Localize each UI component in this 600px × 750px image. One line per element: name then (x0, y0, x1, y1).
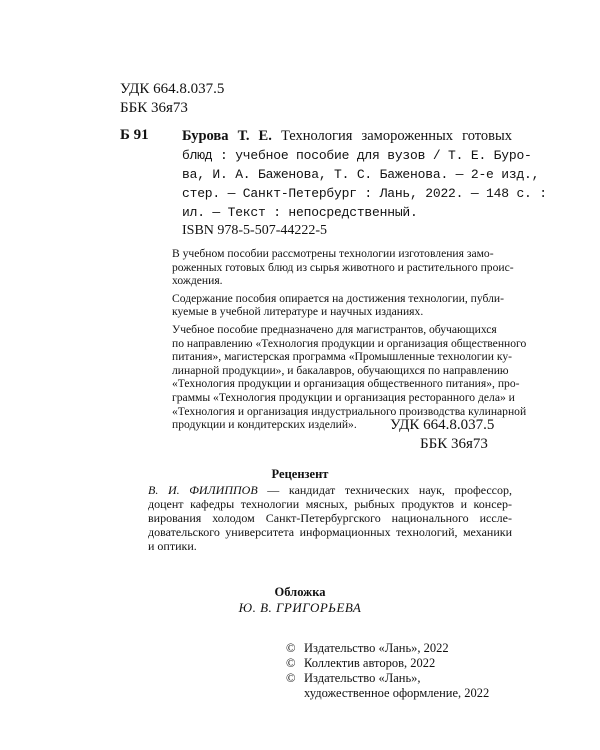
udk-code: УДК 664.8.037.5 (120, 81, 225, 97)
reviewer-line-3: вирования холодом Санкт-Петербургского национального иссле- (148, 511, 512, 525)
biblio-line-5: ил. — Текст : непосредственный. (182, 205, 418, 220)
copyright-line: © Коллектив авторов, 2022 (286, 656, 436, 670)
biblio-line-2: блюд : учебное пособие для вузов / Т. Е. Буро- (182, 148, 532, 163)
bibliographic-record (182, 127, 547, 222)
abstract-p3-line: питания», магистерская программа «Промышленные технологии ку- (172, 350, 512, 364)
reviewer-line-1 (148, 483, 512, 497)
author-mark: Б 91 (120, 127, 149, 143)
bbk-code: ББК 36я73 (420, 436, 488, 452)
cover-heading: Обложка (274, 585, 326, 599)
copyright-icon: © (286, 641, 296, 655)
abstract-p2-line: Содержание пособия опирается на достижения технологии, публи- (172, 291, 504, 305)
copyright-icon: © (286, 656, 296, 670)
abstract-p1-line: В учебном пособии рассмотрены технологии изготовления замо- (172, 247, 494, 260)
abstract (172, 247, 527, 432)
cover-designer: Ю. В. ГРИГОРЬЕВА (238, 600, 362, 615)
reviewer-line-4: довательского университета информационных технологий, механики (148, 525, 512, 539)
abstract-p3-line: граммы «Технология продукции и организация ресторанного дела» и (172, 390, 515, 404)
udk-code: УДК 664.8.037.5 (390, 417, 495, 433)
abstract-p2-line: куемые в учебной литературе и научных изданиях. (172, 305, 424, 319)
udk-bbk-top (120, 80, 224, 118)
copyright-block (286, 641, 489, 701)
reviewer-credentials: — кандидат технических наук, профессор, (267, 483, 512, 497)
copyright-line: © Издательство «Лань», 2022 (286, 641, 449, 655)
abstract-p3-line: «Технология и организация индустриального производства кулинарной (172, 404, 527, 418)
copyright-line-continuation: художественное оформление, 2022 (304, 686, 490, 700)
abstract-p3-line: линарной продукции», и бакалавров, обучающихся по направлению (172, 363, 509, 377)
biblio-line-4: стер. — Санкт-Петербург : Лань, 2022. — 148 с. : (182, 186, 547, 201)
abstract-p3-line: по направлению «Технология продукции и организация общественного (172, 336, 527, 350)
copyright-icon: © (286, 671, 296, 685)
reviewer-line-5: и оптики. (148, 539, 197, 553)
book-title: Технология замороженных готовых (280, 128, 512, 144)
udk-bbk-right (390, 416, 494, 454)
abstract-p1-line: хождения. (172, 274, 223, 288)
abstract-p3-line: «Технология продукции и организация общественного питания», про- (172, 377, 520, 391)
reviewer-block (148, 483, 512, 553)
abstract-p3-line: продукции и кондитерских изделий». (172, 418, 357, 432)
author-name: Бурова Т. Е. (182, 128, 272, 144)
biblio-line-3: ва, И. А. Баженова, Т. С. Баженова. — 2-е изд., (182, 167, 540, 182)
isbn: ISBN 978-5-507-44222-5 (182, 223, 328, 238)
abstract-p3-line: Учебное пособие предназначено для магистрантов, обучающихся (172, 322, 497, 336)
reviewer-name: В. И. ФИЛИППОВ (148, 483, 258, 497)
abstract-p1-line: роженных готовых блюд из сырья животного и растительного проис- (172, 260, 514, 274)
copyright-line: © Издательство «Лань», (286, 671, 421, 685)
reviewer-heading: Рецензент (271, 467, 329, 481)
bbk-code: ББК 36я73 (120, 100, 188, 116)
reviewer-line-2: доцент кафедры технологии мясных, рыбных продуктов и консер- (148, 497, 512, 511)
biblio-line-1 (182, 127, 512, 146)
